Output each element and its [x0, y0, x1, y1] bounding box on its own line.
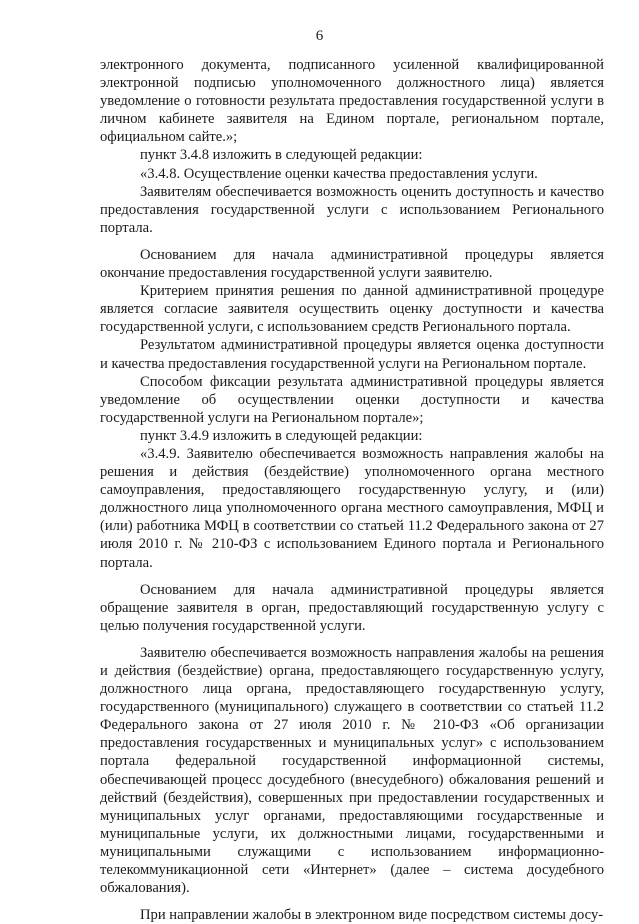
paragraph-electronic-complaint: При направлении жалобы в электронном виде посредством системы досу- [140, 907, 604, 924]
paragraph-pretrial-appeal-system: Заявителю обеспечивается возможность направления жалобы на решения и действия (бездействие) органа, предоставляющего государственную услугу, должностного лица органа, предоставляющего государственную услугу, государственного (муниципального) служащего в соответствии со статьей 11.2 Федерального закона от 27 июля 2010 г. № 210-ФЗ «Об организации предоставления государственных и муниципальных услуг» с использованием портала федеральной государственной информационной системы, обеспечивающей процесс досудебного (внесудебного) обжалования решений и действий (бездействия), совершенных при предоставлении государственных и муниципальных услуг органами, предоставляющими государственные и муниципальные услуги, их должностными лицами, государственными и муниципальными служащими с использованием информационно-телекоммуникационной сети «Интернет» (далее – система досудебного обжалования). [100, 644, 604, 897]
paragraph-continuation: электронного документа, подписанного усиленной квалифицированной электронной подписью уполномоченного должностного лица) является уведомление о готовности результата предоставления государственной услуги в личном кабинете заявителя на Едином портале, региональном портале, официальном сайте.»; [100, 57, 604, 146]
page-number: 6 [315, 28, 324, 44]
paragraph-rating-possibility: Заявителям обеспечивается возможность оценить доступность и качество предоставления государственной услуги с использованием Регионального портала. [100, 183, 604, 236]
paragraph-procedure-basis: Основанием для начала административной процедуры является окончание предоставления государственной услуги заявителю. [100, 246, 604, 282]
paragraph-clause-3-4-8-title: «3.4.8. Осуществление оценки качества предоставления услуги. [140, 165, 538, 182]
paragraph-complaint-basis: Основанием для начала административной процедуры является обращение заявителя в орган, предоставляющий государственную услугу с целью получения государственной услуги. [100, 581, 604, 634]
paragraph-clause-3-4-9-complaint: «3.4.9. Заявителю обеспечивается возможность направления жалобы на решения и действия (бездействие) уполномоченного органа местного самоуправления, предоставляющего государственную услугу, и (или) должностного лица уполномоченного органа местного самоуправления, МФЦ и (или) работника МФЦ в соответствии со статьей 11.2 Федерального закона от 27 июля 2010 г. № 210-ФЗ с использованием Единого портала и Регионального портала. [100, 445, 604, 571]
paragraph-result-recording: Способом фиксации результата административной процедуры является уведомление об осуществлении оценки доступности и качества государственной услуги на Региональном портале»; [100, 373, 604, 426]
paragraph-clause-3-4-8-heading: пункт 3.4.8 изложить в следующей редакции: [140, 147, 423, 164]
paragraph-decision-criterion: Критерием принятия решения по данной административной процедуре является согласие заявителя осуществить оценку доступности и качества государственной услуги, с использованием средств Регионального портала. [100, 283, 604, 336]
paragraph-procedure-result: Результатом административной процедуры является оценка доступности и качества предоставления государственной услуги на Региональном портале. [100, 337, 604, 372]
document-body [100, 56, 604, 924]
paragraph-clause-3-4-9-heading: пункт 3.4.9 изложить в следующей редакции: [140, 427, 423, 444]
